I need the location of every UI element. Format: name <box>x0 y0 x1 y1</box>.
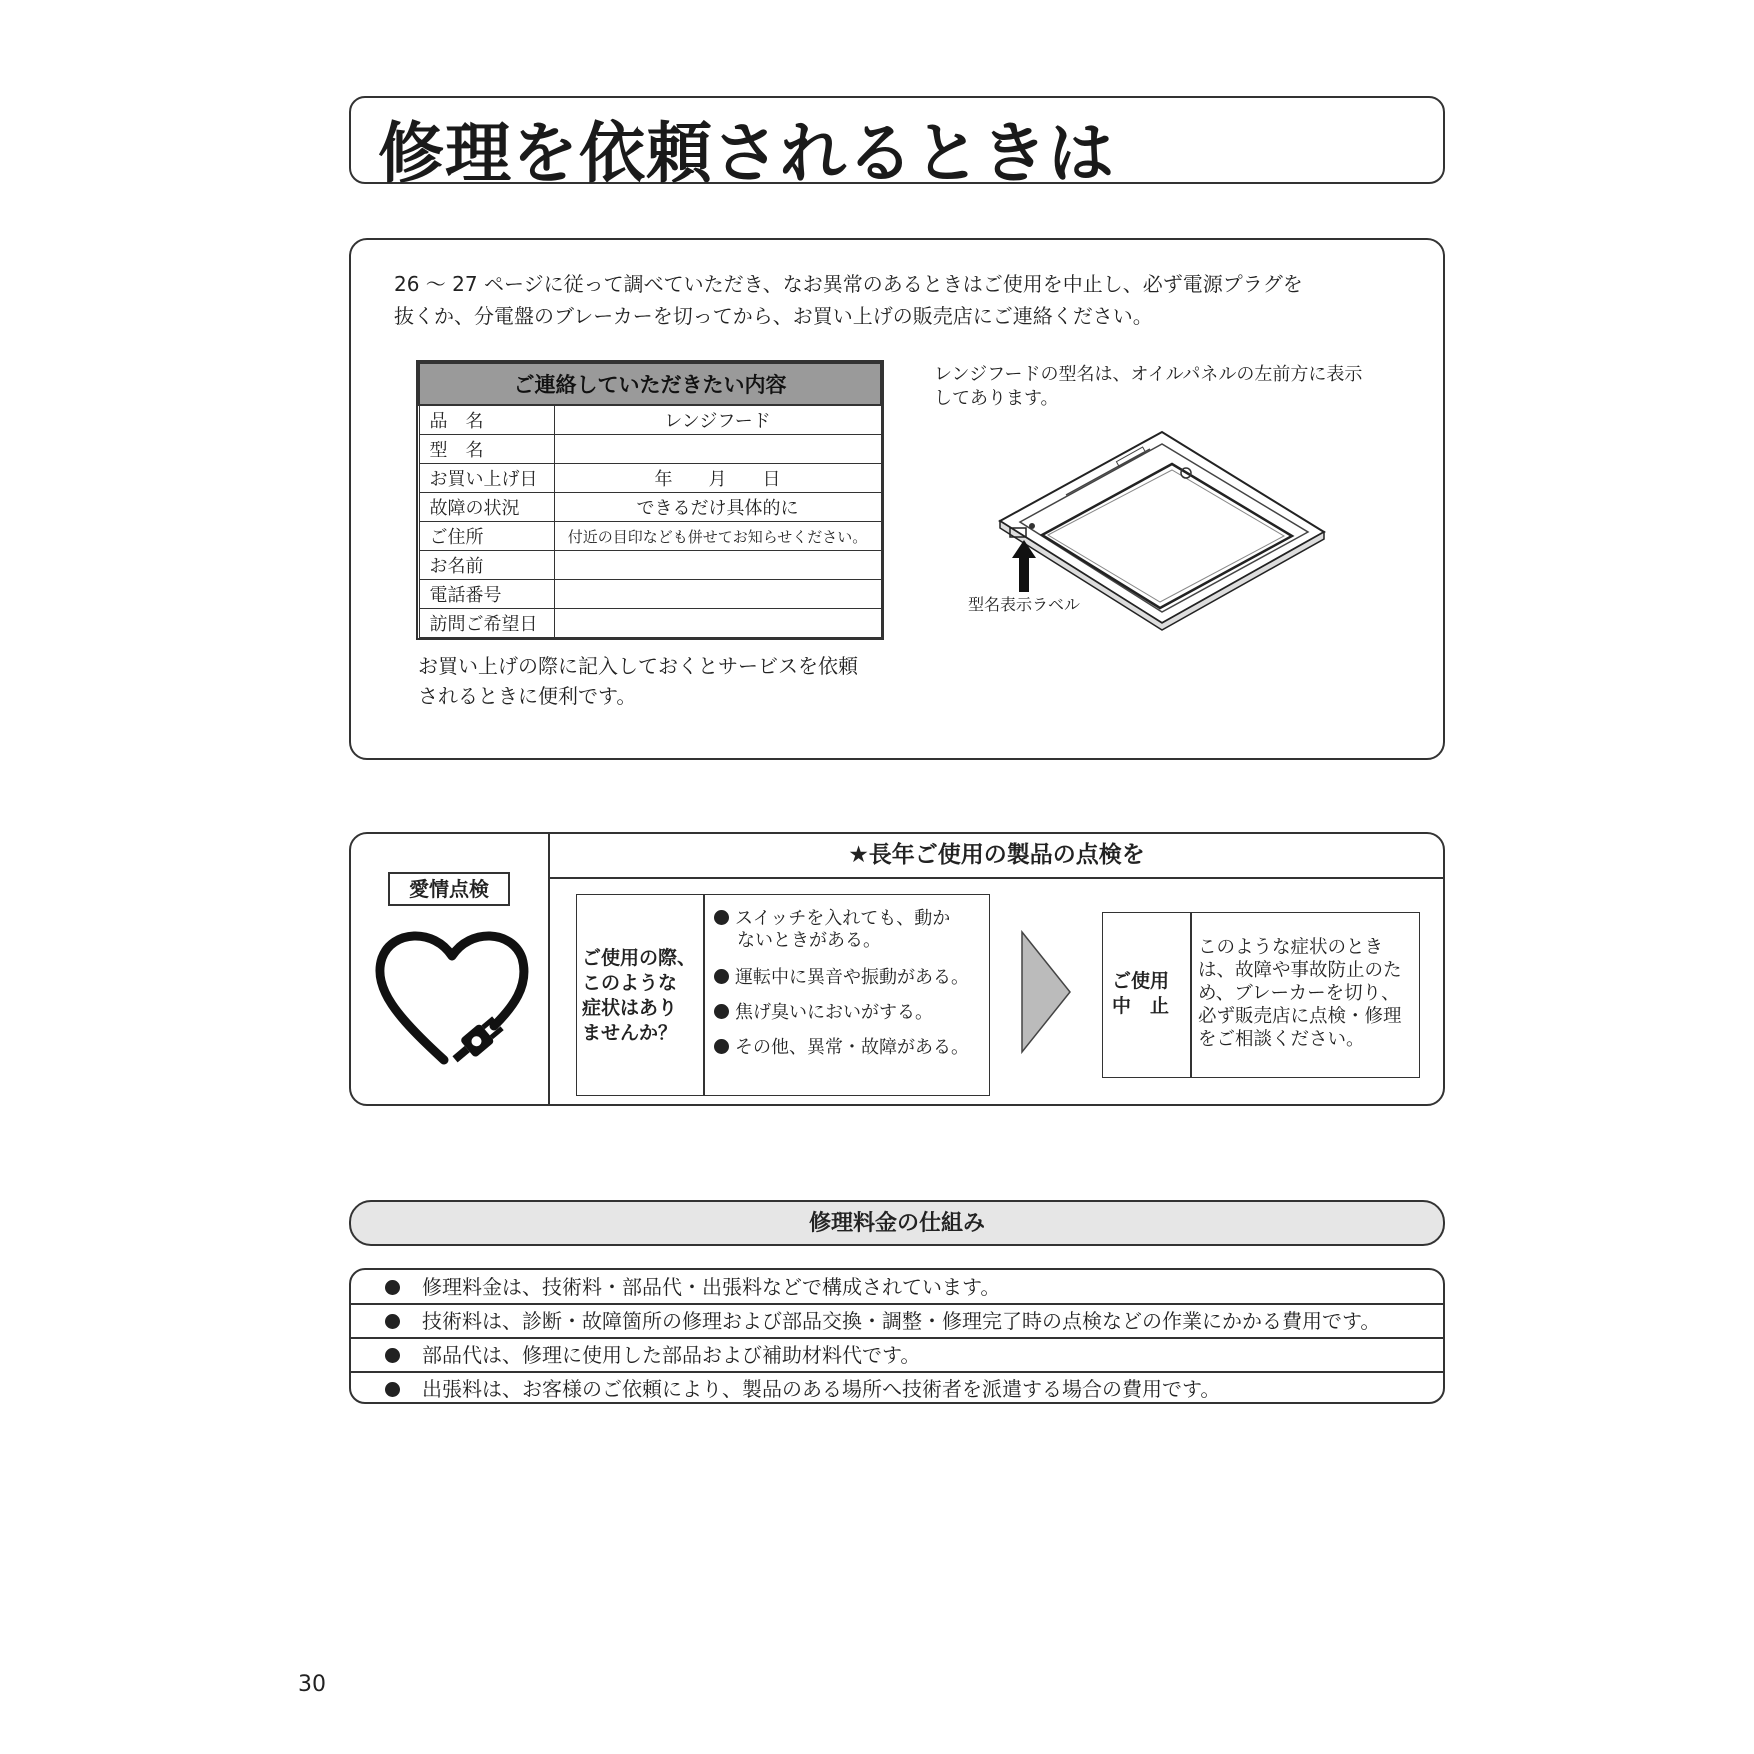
bullet-icon <box>385 1382 400 1397</box>
intro-line-1: 26 ～ 27 ページに従って調べていただき、なお異常のあるときはご使用を中止し、必ず電源プラグを <box>394 272 1303 296</box>
section-divider <box>548 832 550 1106</box>
symptom-item: スイッチを入れても、動か ないときがある。 <box>714 908 950 952</box>
question-line: 症状はあり <box>582 997 678 1019</box>
row-label: 型 名 <box>419 435 554 464</box>
bullet-icon <box>714 969 729 984</box>
question-line: ませんか？ <box>582 1022 678 1044</box>
row-value <box>554 609 881 638</box>
stop-use-text: このような症状のとき は、故障や事故防止のた め、ブレーカーを切り、 必ず販売店に点検・修理 をご相談ください。 <box>1198 937 1402 1050</box>
page-number: 30 <box>298 1672 326 1697</box>
row-label: 訪問ご希望日 <box>419 609 554 638</box>
symptom-question <box>582 946 696 1046</box>
table-row <box>419 493 881 522</box>
question-line: ご使用の際、 <box>582 947 697 969</box>
bullet-icon <box>714 1004 729 1019</box>
row-value: 付近の目印なども併せてお知らせください。 <box>554 522 881 551</box>
list-item: 出張料は、お客様のご依頼により、製品のある場所へ技術者を派遣する場合の費用です。 <box>351 1372 1443 1404</box>
table-note-line-1: お買い上げの際に記入しておくとサービスを依頼 <box>418 654 858 678</box>
row-value <box>554 580 881 609</box>
table-row <box>419 522 881 551</box>
row-value <box>554 435 881 464</box>
inspection-header: ★長年ご使用の製品の点検を <box>848 842 1145 868</box>
contact-info-table <box>418 362 882 638</box>
bullet-icon <box>385 1280 400 1295</box>
symptom-item: 焦げ臭いにおいがする。 <box>714 1002 933 1024</box>
stop-use-label: ご使用 中 止 <box>1112 970 1170 1017</box>
table-note-line-2: されるときに便利です。 <box>418 684 637 708</box>
row-value <box>554 551 881 580</box>
contact-table-header: ご連絡していただきたい内容 <box>419 363 881 405</box>
row-value: レンジフード <box>554 405 881 435</box>
list-item: 技術料は、診断・故障箇所の修理および部品交換・調整・修理完了時の点検などの作業にかかる費用です。 <box>351 1304 1443 1338</box>
row-value: 年 月 日 <box>554 464 881 493</box>
row-label: お名前 <box>419 551 554 580</box>
bullet-icon <box>385 1348 400 1363</box>
symptom-divider <box>703 894 705 1096</box>
fee-list <box>349 1268 1445 1404</box>
table-row <box>419 609 881 638</box>
inspection-badge: 愛情点検 <box>388 872 510 906</box>
table-row <box>419 464 881 493</box>
table-row <box>419 405 881 435</box>
intro-line-2: 抜くか、分電盤のブレーカーを切ってから、お買い上げの販売店にご連絡ください。 <box>394 304 1153 328</box>
table-row <box>419 435 881 464</box>
question-line: このような <box>582 972 678 994</box>
model-note-line-2: してあります。 <box>934 388 1059 409</box>
symptom-item: 運転中に異音や振動がある。 <box>714 967 969 989</box>
symptom-item: その他、異常・故障がある。 <box>714 1037 969 1059</box>
row-label: 品 名 <box>419 405 554 435</box>
bullet-icon <box>714 910 729 925</box>
table-row <box>419 551 881 580</box>
bullet-icon <box>714 1039 729 1054</box>
row-value: できるだけ具体的に <box>554 493 881 522</box>
list-item: 部品代は、修理に使用した部品および補助材料代です。 <box>351 1338 1443 1372</box>
row-label: 電話番号 <box>419 580 554 609</box>
label-caption: 型名表示ラベル <box>968 595 1081 614</box>
stop-use-divider <box>1190 912 1192 1078</box>
row-label: ご住所 <box>419 522 554 551</box>
table-row <box>419 580 881 609</box>
row-label: 故障の状況 <box>419 493 554 522</box>
list-item: 修理料金は、技術料・部品代・出張料などで構成されています。 <box>351 1270 1443 1304</box>
bullet-icon <box>385 1314 400 1329</box>
page-title: 修理を依頼されるときは <box>378 115 1115 192</box>
row-label: お買い上げ日 <box>419 464 554 493</box>
up-arrow-icon <box>1010 538 1038 594</box>
section-divider <box>548 877 1445 879</box>
fee-header: 修理料金の仕組み <box>808 1211 985 1236</box>
model-note-line-1: レンジフードの型名は、オイルパネルの左前方に表示 <box>934 364 1363 385</box>
heart-plug-icon <box>372 922 532 1072</box>
right-arrow-icon <box>1020 930 1072 1054</box>
